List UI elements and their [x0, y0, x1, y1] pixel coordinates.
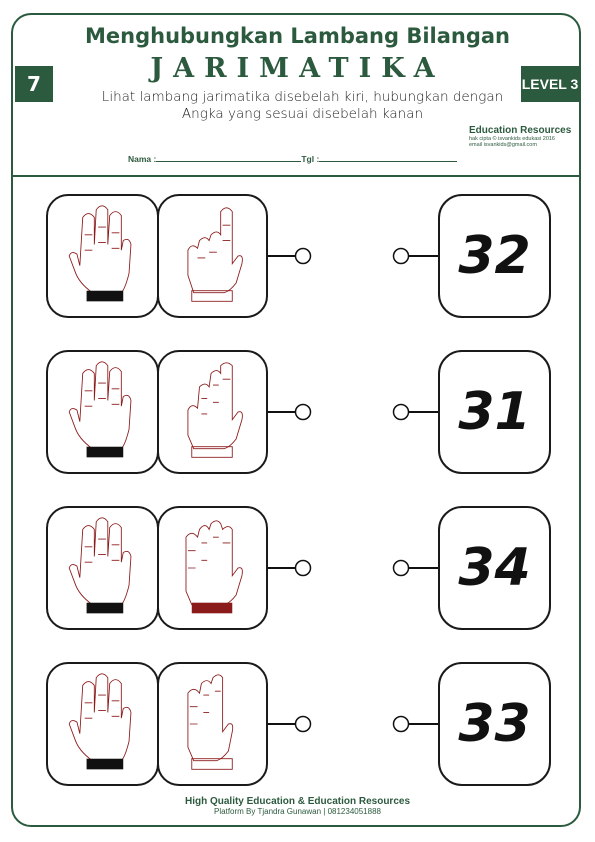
- right-connector-4[interactable]: [391, 713, 439, 735]
- left-connector-1[interactable]: [268, 245, 314, 267]
- number-card-2: [438, 350, 551, 474]
- name-date-fields: [128, 153, 457, 164]
- right-hand-icon: [159, 352, 266, 472]
- left-connector-4[interactable]: [268, 713, 314, 735]
- date-label: Tgl :: [301, 154, 320, 164]
- number-card-3: [438, 506, 551, 630]
- branding-title: Education Resources: [469, 125, 572, 136]
- left-hand-icon: [48, 196, 157, 316]
- footer-credit: Platform By Tjandra Gunawan | 081234051888: [214, 807, 381, 816]
- right-hand-card-1: [157, 194, 268, 318]
- number-value: 34: [458, 538, 531, 598]
- level-badge: LEVEL 3: [521, 66, 579, 102]
- number-value: 31: [458, 382, 531, 442]
- left-hand-icon: [48, 508, 157, 628]
- number-value: 32: [458, 226, 531, 286]
- right-hand-card-4: [157, 662, 268, 786]
- right-hand-icon: [159, 196, 266, 316]
- right-hand-icon: [159, 664, 266, 784]
- name-label: Nama :: [128, 154, 157, 164]
- footer: [0, 796, 595, 816]
- right-hand-icon: [159, 508, 266, 628]
- instruction-line-2: Angka yang sesuai disebelah kanan: [181, 106, 424, 122]
- name-input-line[interactable]: [156, 153, 301, 162]
- footer-tagline: High Quality Education & Education Resources: [184, 796, 411, 807]
- right-connector-3[interactable]: [391, 557, 439, 579]
- number-value: 33: [458, 694, 531, 754]
- branding-email: email isvankids@gmail.com: [469, 142, 537, 148]
- number-card-1: [438, 194, 551, 318]
- left-connector-3[interactable]: [268, 557, 314, 579]
- instruction-line-1: Lihat lambang jarimatika disebelah kiri, hubungkan dengan: [101, 89, 504, 105]
- left-hand-card-1: [46, 194, 159, 318]
- left-connector-2[interactable]: [268, 401, 314, 423]
- right-connector-2[interactable]: [391, 401, 439, 423]
- left-hand-icon: [48, 352, 157, 472]
- page-subtitle: JARIMATIKA: [150, 53, 445, 84]
- worksheet-number-badge: 7: [15, 66, 53, 102]
- right-hand-card-3: [157, 506, 268, 630]
- header-divider: [12, 175, 580, 177]
- right-connector-1[interactable]: [391, 245, 439, 267]
- instructions: [80, 89, 525, 123]
- number-card-4: [438, 662, 551, 786]
- left-hand-card-2: [46, 350, 159, 474]
- left-hand-card-4: [46, 662, 159, 786]
- right-hand-card-2: [157, 350, 268, 474]
- date-input-line[interactable]: [319, 153, 457, 162]
- left-hand-card-3: [46, 506, 159, 630]
- branding-block: [469, 125, 579, 148]
- page-title: Menghubungkan Lambang Bilangan: [85, 24, 510, 48]
- branding-copyright: hak cipta © isvankids edukasi 2016: [469, 136, 555, 142]
- left-hand-icon: [48, 664, 157, 784]
